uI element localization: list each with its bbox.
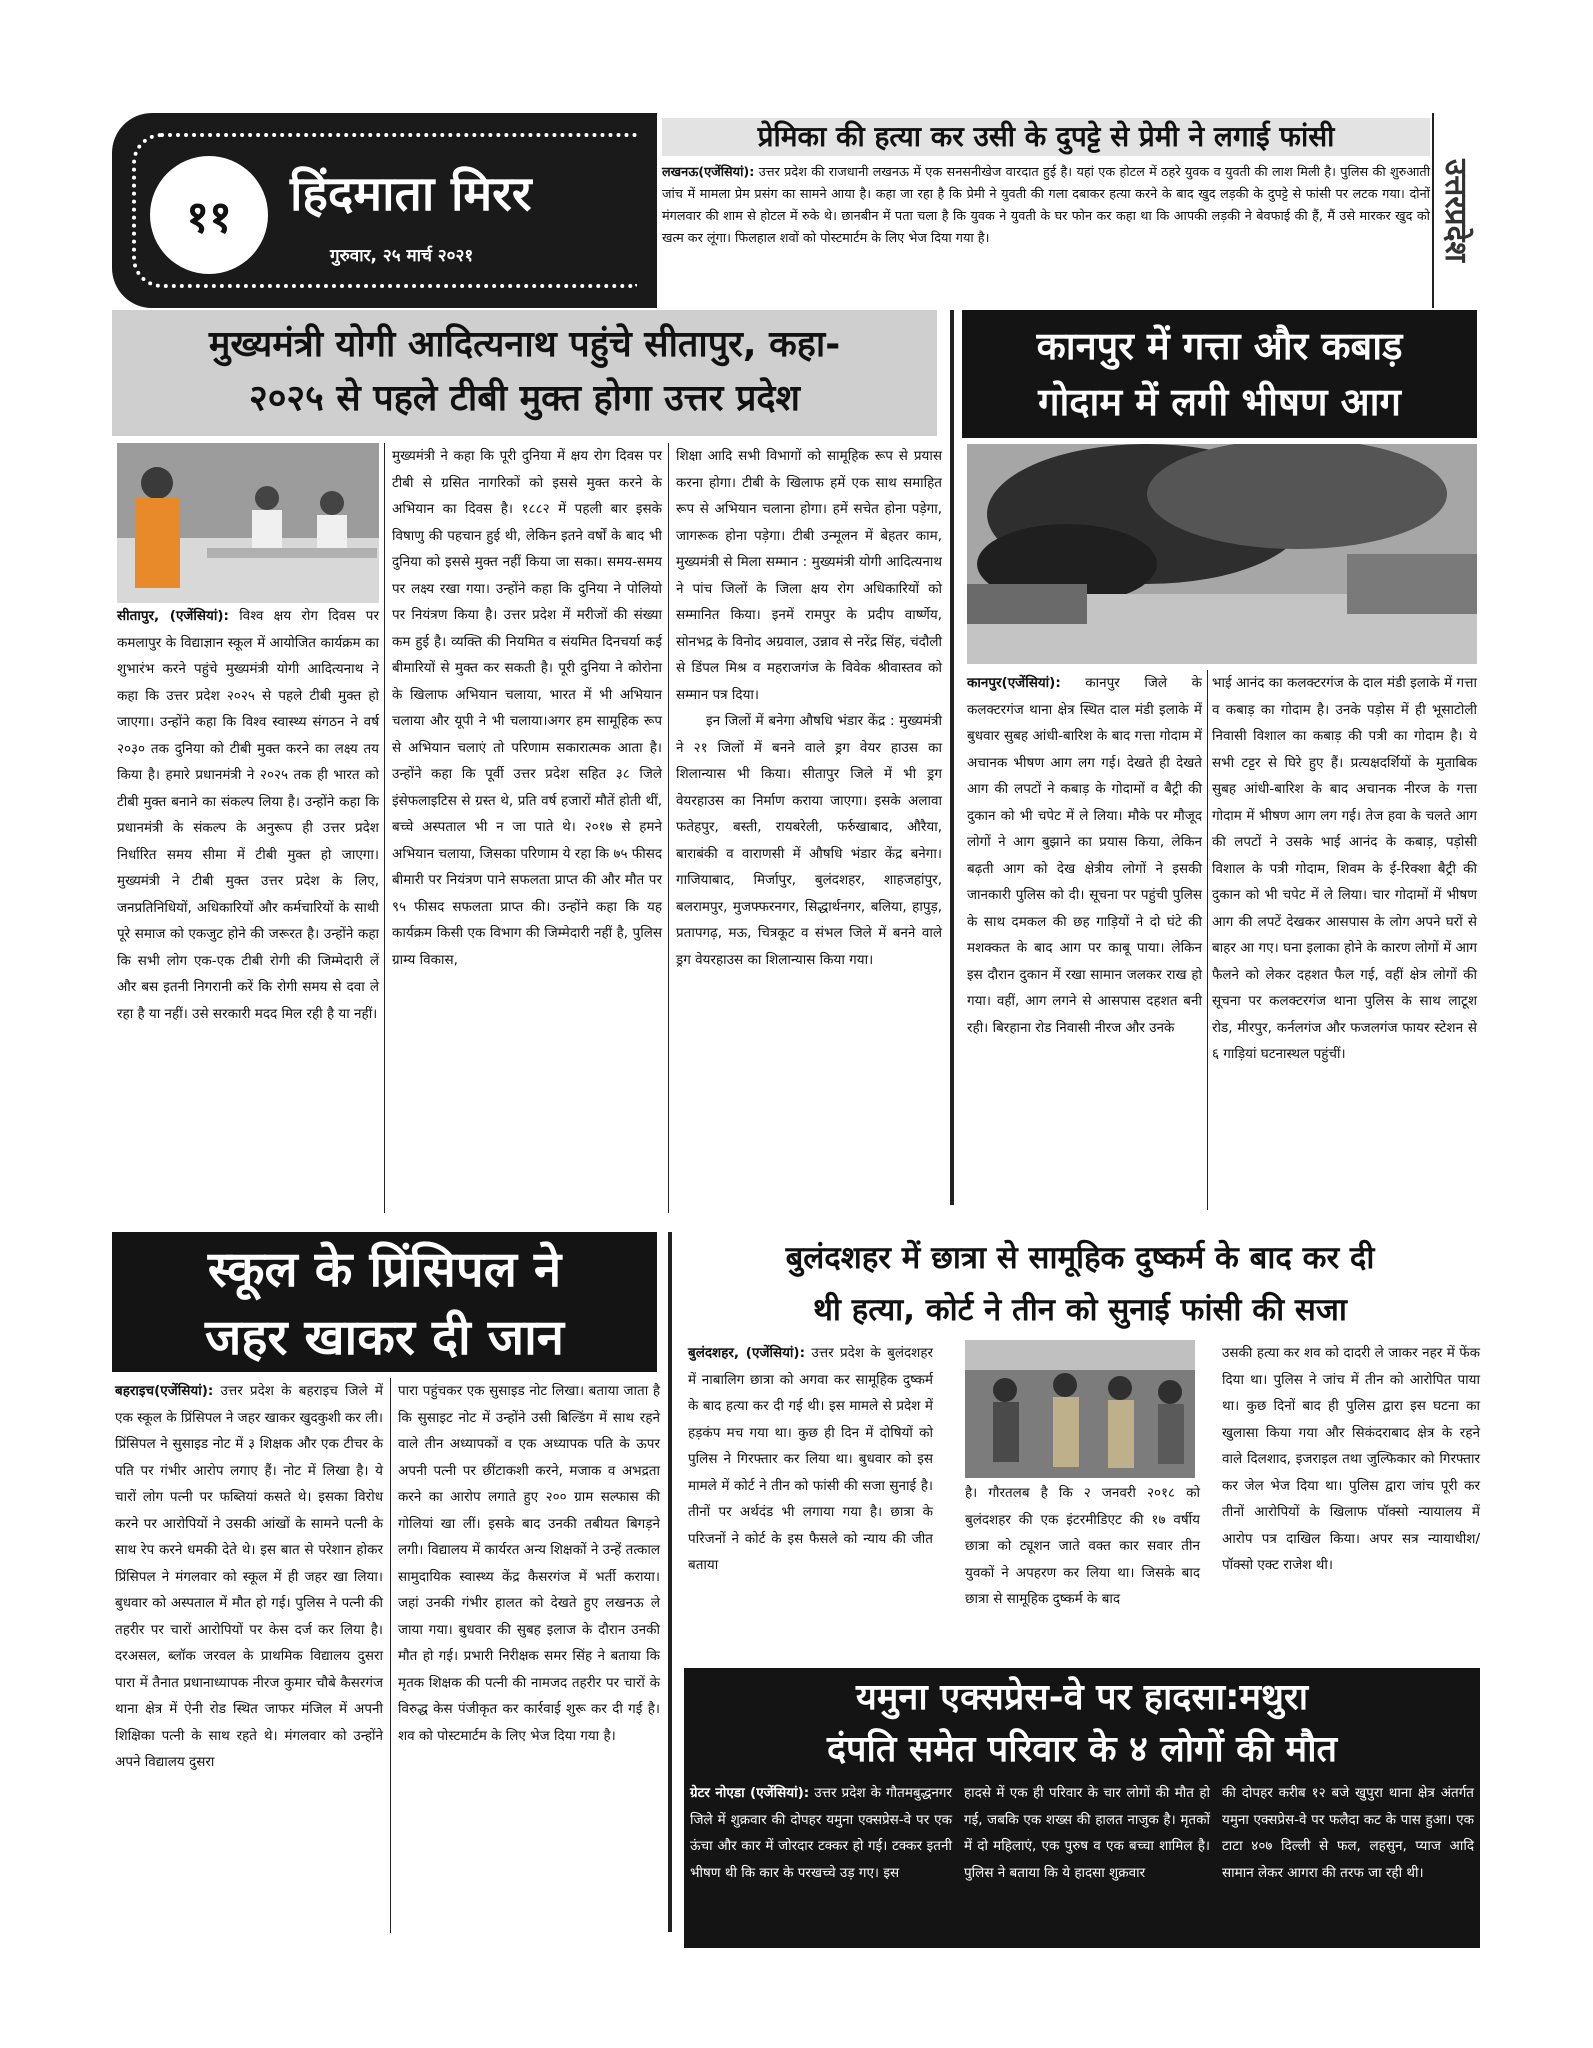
yogi-col-1-text: विश्व क्षय रोग दिवस पर कमलापुर के विद्याज्ञान स्कूल में आयोजित कार्यक्रम का शुभारंभ करने पहुंचे मुख्यमंत्री योगी आदित्यनाथ ने कहा कि उत्तर प्रदेश २०२५ से पहले टीबी मुक्त हो जाएगा। उन्होंने कहा कि विश्व स्वास्थ्य संगठन ने वर्ष २०३० तक दुनिया को टीबी मुक्त करने का लक्ष्य तय किया है। हमारे प्रधानमंत्री ने २०२५ तक ही भारत को टीबी मुक्त बनाने का संकल्प लिया है। उन्होंने कहा कि प्रधानमंत्री के संकल्प के अनुरूप ही उत्तर प्रदेश निर्धारित समय सीमा में टीबी मुक्त हो जाएगा। मुख्यमंत्री ने टीबी मुक्त उत्तर प्रदेश के लिए, जनप्रतिनिधियों, अधिकारियों और कर्मचारियों के साथी पूरे समाज को एकजुट होने की जरूरत है। उन्होंने कहा कि सभी लोग एक-एक टीबी रोगी की जिम्मेदारी लें और बस इतनी निगरानी करें कि रोगी समय से दवा ले रहा है या नहीं। उसे सरकारी मदद मिल रही है या नहीं। [117, 608, 379, 1022]
yamuna-col-1-text: उत्तर प्रदेश के गौतमबुद्धनगर जिले में शुक्रवार की दोपहर यमुना एक्सप्रेस-वे पर एक ऊंचा और कार में जोरदार टक्कर हो गई। टक्कर इतनी भीषण थी कि कार के परखच्चे उड़ गए। इस [690, 1785, 953, 1881]
yogi-col-3-text-b: इन जिलों में बनेगा औषधि भंडार केंद्र : मुख्यमंत्री ने २१ जिलों में बनने वाले ड्रग वेयर हाउस का शिलान्यास भी किया। सीतापुर जिले में भी ड्रग वेयरहाउस का निर्माण कराया जाएगा। इसके अलावा फतेहपुर, बस्ती, रायबरेली, फर्रुखाबाद, औरैया, बाराबंकी व वाराणसी में औषधि भंडार केंद्र बनेगा। गाजियाबाद, मिर्जापुर, बुलंदशहर, शाहजहांपुर, बलरामपुर, मुजफ्फरनगर, सिद्धार्थनगर, बलिया, हापुड़, प्रतापगढ़, मऊ, चित्रकूट व संभल जिले में बनने वाले ड्रग वेयरहाउस का शिलान्यास किया गया। [676, 713, 942, 968]
column-rule [390, 1378, 391, 1933]
yogi-col-3 [676, 443, 942, 973]
kanpur-headline-line1: कानपुर में गत्ता और कबाड़ [1036, 324, 1403, 368]
kanpur-col-2: भाई आनंद का कलक्टरगंज के दाल मंडी इलाके में गत्ता व कबाड़ का गोदाम है। उनके पड़ोस में ही भूसाटोली निवासी विशाल का कबाड़ की पत्री का गोदाम है। ये सभी टट्टर से घिरे हुए हैं। प्रत्यक्षदर्शियों के मुताबिक सुबह आंधी-बारिश के बाद अचानक नीरज के गत्ता गोदाम में भीषण आग लग गई। तेज हवा के चलते आग की लपटों ने उसके भाई आनंद के कबाड़, पड़ोसी विशाल के पत्री गोदाम, शिवम के ई-रिक्शा बैट्री की दुकान को भी चपेट में ले लिया। चार गोदामों में भीषण आग की लपटें देखकर आसपास के लोग अपने घरों से बाहर आ गए। घना इलाका होने के कारण लोगों में आग फैलने को लेकर दहशत फैल गई, वहीं क्षेत्र लोगों की सूचना पर कलक्टरगंज थाना पुलिस के साथ लाटूश रोड, मीरपुर, कर्नलगंज और फजलगंज फायर स्टेशन से ६ गाड़ियां घटनास्थल पहुंचीं। [1212, 675, 1477, 1062]
yogi-col-2: मुख्यमंत्री ने कहा कि पूरी दुनिया में क्षय रोग दिवस पर टीबी से ग्रसित नागरिकों को इससे मुक्त करने के अभियान का दिवस है। १८८२ में पहली बार इसके विषाणु की पहचान हुई थी, लेकिन इतने वर्षों के बाद भी दुनिया को इससे मुक्त नहीं किया जा सका। समय-समय पर लक्ष्य रखा गया। उन्होंने कहा कि दुनिया ने पोलियो पर नियंत्रण किया है। उत्तर प्रदेश में मरीजों की संख्या कम हुई है। व्यक्ति की नियमित व संयमित दिनचर्या कई बीमारियों से मुक्त कर सकती है। पूरी दुनिया ने कोरोना के खिलाफ अभियान चलाया, भारत में भी अभियान चलाया और यूपी ने भी चलाया।अगर हम सामूहिक रूप से अभियान चलाएं तो परिणाम सकारात्मक आता है। उन्होंने कहा कि पूर्वी उत्तर प्रदेश सहित ३८ जिले इंसेफलाइटिस से ग्रस्त थे, प्रति वर्ष हजारों मौतें होती थीं, बच्चे अस्पताल भी न जा पाते थे। २०१७ से हमने अभियान चलाया, जिसका परिणाम ये रहा कि ७५ फीसद बीमारी पर नियंत्रण पाने सफलता प्राप्त की और मौत पर ९५ फीसद सफलता प्राप्त की। उन्होंने कहा कि यह कार्यक्रम किसी एक विभाग की जिम्मेदारी नहीं है, पुलिस ग्राम्य विकास, [392, 448, 662, 968]
bulandshahr-col-3: उसकी हत्या कर शव को दादरी ले जाकर नहर में फेंक दिया था। पुलिस ने जांच में तीन को आरोपित पाया था। कुछ दिनों बाद ही पुलिस द्वारा इस घटना का खुलासा किया गया और सिकंदराबाद क्षेत्र के रहने वाले दिलशाद, इजराइल तथा जुल्फिकार को गिरफ्तार कर जेल भेज दिया था। पुलिस द्वारा जांच पूरी कर तीनों आरोपियों के खिलाफ पॉक्सो न्यायालय में आरोप पत्र दाखिल किया। अपर सत्र न्यायाधीश/पॉक्सो एक्ट राजेश थी। [1222, 1345, 1480, 1573]
principal-col-2: पारा पहुंचकर एक सुसाइड नोट लिखा। बताया जाता है कि सुसाइट नोट में उन्होंने उसी बिल्डिंग में साथ रहने वाले तीन अध्यापकों व एक अध्यापक पति के ऊपर अपनी पत्नी पर छींटाकशी करने, मजाक व अभद्रता करने का आरोप लगाते हुए २०० ग्राम सल्फास की गोलियां खा लीं। इसके बाद उनकी तबीयत बिगड़ने लगी। विद्यालय में कार्यरत अन्य शिक्षकों ने उन्हें तत्काल सामुदायिक स्वास्थ्य केंद्र कैसरगंज में भर्ती कराया। जहां उनकी गंभीर हालत को देखते हुए लखनऊ ले जाया गया। बुधवार की सुबह इलाज के दौरान उनकी मौत हो गई। प्रभारी निरीक्षक समर सिंह ने बताया कि मृतक शिक्षक की पत्नी की नामजद तहरीर पर चारों के विरुद्ध केस पंजीकृत कर कार्रवाई शुरू कर दी गई है। शव को पोस्टमार्टम के लिए भेज दिया गया है। [398, 1383, 660, 1744]
bulandshahr-headline [680, 1232, 1480, 1336]
bulandshahr-photo-illustration [965, 1340, 1195, 1478]
column-divider [668, 1232, 672, 1932]
paper-name: हिंदमाता मिरर [290, 166, 532, 222]
top-story-text: उत्तर प्रदेश की राजधानी लखनऊ में एक सनसनीखेज वारदात हुई है। यहां एक होटल में ठहरे युवक व युवती की लाश मिली है। पुलिस की शुरुआती जांच में मामला प्रेम प्रसंग का सामने आया है। कहा जा रहा है कि प्रेमी ने युवती की गला दबाकर हत्या करने के बाद खुद लड़की के दुपट्टे से फांसी पर लटक गया। दोनों मंगलवार की शाम से होटल में रुके थे। छानबीन में पता चला है कि युवक ने युवती के घर फोन कर कहा था कि आपकी लड़की ने बेवफाई की हैं, मैं उसे मारकर खुद को खत्म कर लूंगा। फिलहाल शवों को पोस्टमार्टम के लिए भेज दिया गया है। [662, 165, 1431, 246]
yamuna-col-2: हादसे में एक ही परिवार के चार लोगों की मौत हो गई, जबकि एक शख्स की हालत नाजुक है। मृतकों में दो महिलाएं, एक पुरुष व एक बच्चा शामिल है। पुलिस ने बताया कि ये हादसा शुक्रवार [964, 1785, 1210, 1881]
section-label: उत्तरप्रदेश [1437, 159, 1473, 262]
bulandshahr-headline-line1: बुलंदशहर में छात्रा से सामूहिक दुष्कर्म के बाद कर दी [785, 1240, 1375, 1276]
bulandshahr-dateline: बुलंदशहर, (एजेंसियां): [688, 1345, 805, 1361]
kanpur-col-1-text: कानपुर जिले के कलक्टरगंज थाना क्षेत्र स्थित दाल मंडी इलाके में बुधवार सुबह आंधी-बारिश के बाद गत्ता गोदाम में अचानक भीषण आग लग गई। देखते ही देखते आग की लपटों ने कबाड़ के गोदामों व बैट्री की दुकान को भी चपेट में ले लिया। मौके पर मौजूद लोगों ने आग बुझाने का प्रयास किया, लेकिन बढ़ती आग को देख क्षेत्रीय लोगों ने इसकी जानकारी पुलिस को दी। सूचना पर पहुंची पुलिस के साथ दमकल की छह गाड़ियों ने दो घंटे की मशक्कत के बाद आग पर काबू पाया। लेकिन इस दौरान दुकान में रखा सामान जलकर राख हो गया। वहीं, आग लगने से आसपास दहशत बनी रही। बिरहाना रोड निवासी नीरज और उनके [967, 675, 1202, 1036]
kanpur-headline [962, 318, 1477, 430]
bulandshahr-headline-line2: थी हत्या, कोर्ट ने तीन को सुनाई फांसी की सजा [813, 1292, 1347, 1328]
yogi-headline-line1: मुख्यमंत्री योगी आदित्यनाथ पहुंचे सीतापुर, कहा- [208, 324, 841, 365]
yogi-headline-line2: २०२५ से पहले टीबी मुक्त होगा उत्तर प्रदेश [248, 378, 801, 419]
column-rule [1207, 670, 1208, 1210]
top-story-headline: प्रेमिका की हत्या कर उसी के दुपट्टे से प्रेमी ने लगाई फांसी [662, 118, 1430, 156]
principal-col-1-text: उत्तर प्रदेश के बहराइच जिले में एक स्कूल के प्रिंसिपल ने जहर खाकर खुदकुशी कर ली। प्रिंसिपल ने सुसाइड नोट में ३ शिक्षक और एक टीचर के पति पर गंभीर आरोप लगाए हैं। नोट में लिखा है। ये चारों लोग पत्नी पर फब्तियां कसते थे। इसका विरोध करने पर आरोपियों ने उसकी आंखों के सामने पत्नी के साथ रेप करने धमकी देते थे। इस बात से परेशान होकर प्रिंसिपल ने मंगलवार को स्कूल में ही जहर खा लिया। बुधवार को अस्पताल में मौत हो गई। पुलिस ने पत्नी की तहरीर पर चारों आरोपियों पर केस दर्ज कर लिया है। दरअसल, ब्लॉक जरवल के प्राथमिक विद्यालय दुसरा पारा में तैनात प्रधानाध्यापक नीरज कुमार चौबे कैसरगंज थाना क्षेत्र में ऐनी रोड स्थित जाफर मंजिल में अपनी शिक्षिका पत्नी के साथ रहते थे। मंगलवार को उन्होंने अपने विद्यालय दुसरा [115, 1383, 383, 1770]
bulandshahr-col-2: है। गौरतलब है कि २ जनवरी २०१८ को बुलंदशहर की एक इंटरमीडिएट की १७ वर्षीय छात्रा को ट्यूशन जाते वक्त कार सवार तीन युवकों ने अपहरण कर लिया था। जिसके बाद छात्रा से सामूहिक दुष्कर्म के बाद [965, 1485, 1200, 1607]
bulandshahr-col-1-text: उत्तर प्रदेश के बुलंदशहर में नाबालिग छात्रा को अगवा कर सामूहिक दुष्कर्म के बाद हत्या कर दी गई थी। इस मामले से प्रदेश में हड़कंप मच गया था। कुछ ही दिन में दोषियों को पुलिस ने गिरफ्तार कर लिया था। बुधवार को इस मामले में कोर्ट ने तीन को फांसी की सजा सुनाई है। तीनों पर अर्थदंड भी लगाया गया है। छात्रा के परिजनों ने कोर्ट के इस फैसले को न्याय की जीत बताया [688, 1345, 934, 1573]
section-label-wrap [1432, 113, 1482, 308]
yogi-col-3-text: शिक्षा आदि सभी विभागों को सामूहिक रूप से प्रयास करना होगा। टीबी के खिलाफ हमें एक साथ समाहित रूप से अभियान चलाना होगा। हमें सचेत होना पड़ेगा, जागरूक होना पड़ेगा। टीबी उन्मूलन में बेहतर काम, मुख्यमंत्री से मिला सम्मान : मुख्यमंत्री योगी आदित्यनाथ ने पांच जिलों के जिला क्षय रोग अधिकारियों को सम्मानित किया। इनमें रामपुर के प्रदीप वार्ष्णेय, सोनभद्र के विनोद अग्रवाल, उन्नाव से नरेंद्र सिंह, चंदौली से डिंपल मिश्र व महराजगंज के विवेक श्रीवास्तव को सम्मान पत्र दिया। [676, 448, 942, 703]
column-divider [950, 310, 954, 1205]
top-story-dateline: लखनऊ(एजेंसियां): [662, 165, 755, 180]
kanpur-col-1 [967, 670, 1202, 1041]
principal-col-1 [115, 1378, 383, 1776]
yamuna-headline [684, 1672, 1480, 1776]
yogi-headline [112, 318, 937, 426]
yamuna-headline-line2: दंपति समेत परिवार के ४ लोगों की मौत [826, 1729, 1338, 1770]
yogi-photo-illustration [117, 443, 379, 603]
column-rule [668, 443, 669, 1213]
yogi-event-photo [117, 443, 379, 603]
kanpur-photo-illustration [967, 444, 1477, 664]
principal-headline [112, 1236, 657, 1372]
yogi-col-1 [117, 603, 379, 1027]
issue-number-badge: ११ [150, 156, 268, 274]
yamuna-col-3: की दोपहर करीब १२ बजे खुपुरा थाना क्षेत्र अंतर्गत यमुना एक्सप्रेस-वे पर फलैदा कट के पास हुआ। एक टाटा ४०७ दिल्ली से फल, लहसुन, प्याज आदि सामान लेकर आगरा की तरफ जा रही थी। [1222, 1785, 1474, 1881]
yogi-dateline: सीतापुर, (एजेंसियां): [117, 608, 229, 624]
kanpur-dateline: कानपुर(एजेंसियां): [967, 675, 1061, 691]
yamuna-headline-line1: यमुना एक्सप्रेस-वे पर हादसा:मथुरा [855, 1677, 1309, 1718]
kanpur-fire-photo [967, 444, 1477, 664]
column-rule [384, 443, 385, 1213]
yamuna-dateline: ग्रेटर नोएडा (एजेंसियां): [690, 1785, 810, 1801]
issue-date: गुरुवार, २५ मार्च २०२१ [330, 246, 474, 266]
bulandshahr-police-photo [965, 1340, 1195, 1478]
principal-headline-line2: जहर खाकर दी जान [205, 1309, 564, 1366]
yamuna-col-1 [690, 1780, 952, 1886]
top-story-body [662, 162, 1430, 250]
bulandshahr-col-1 [688, 1340, 933, 1579]
kanpur-headline-line2: गोदाम में लगी भीषण आग [1038, 380, 1401, 424]
principal-headline-line1: स्कूल के प्रिंसिपल ने [207, 1241, 562, 1298]
principal-dateline: बहराइच(एजेंसियां): [115, 1383, 214, 1399]
